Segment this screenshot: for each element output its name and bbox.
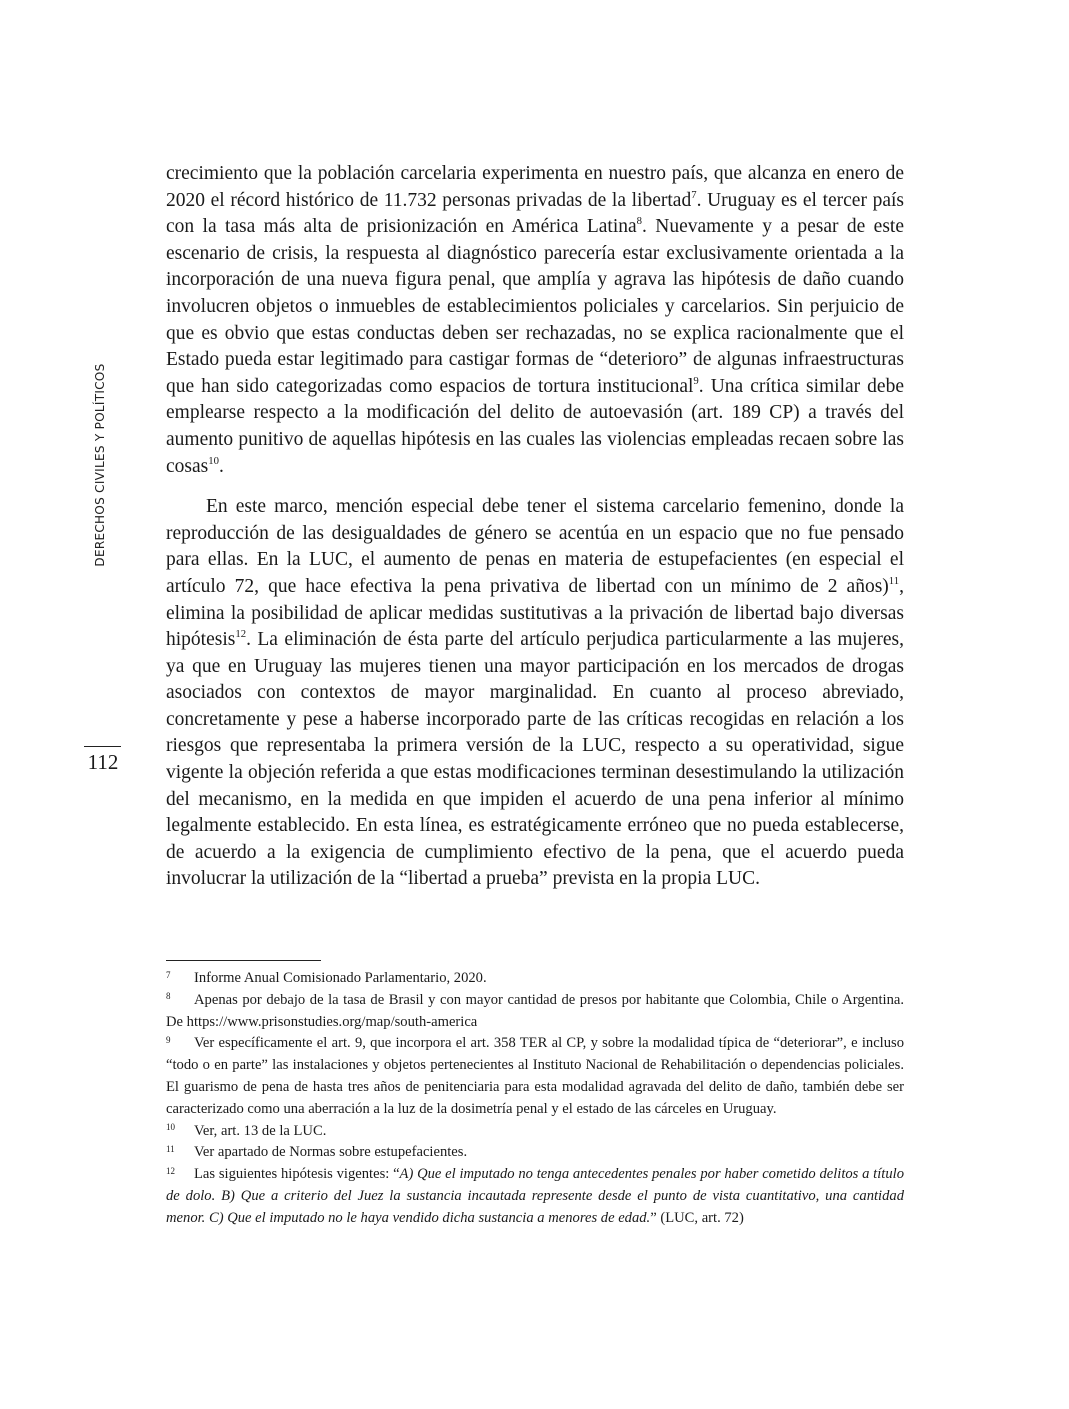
paragraph-2: [166, 494, 904, 893]
footnote-text: Las siguientes hipótesis vigentes: “: [194, 1166, 400, 1183]
paragraph-text: . Nuevamente y a pesar de este escenario de crisis, la respuesta al diagnóstico parecería estar exclusivamente orientada a la incorporación de una nueva figura penal, que amplía y agrava las hipótesis de daño cuando involucren objetos o inmuebles de establecimientos policiales y carcelarios. Sin perjuicio de que es obvio que estas conductas deben ser rechazadas, no se explica racionalmente que el Estado pueda estar legitimado para castigar formas de “deterioro” de algunas infraestructuras que han sido categorizadas como espacios de tortura institucional: [166, 216, 904, 397]
body-text: [166, 161, 904, 893]
footnote-quote: A) Que el imputado no tenga antecedentes penales por haber cometido delitos a título de dolo. B) Que a criterio del Juez la sustancia incautada represente desde el punto de vista cuantitativo, una cantidad menor. C) Que el imputado no le haya vendido dicha sustancia a menores de edad.: [166, 1166, 904, 1226]
footnote-ref-7[interactable]: 7: [691, 188, 697, 201]
paragraph-1: [166, 161, 904, 480]
running-section-label: DERECHOS CIVILES Y POLÍTICOS: [93, 363, 107, 567]
footnote-ref-10[interactable]: 10: [208, 454, 219, 467]
footnote-7: 7 Informe Anual Comisionado Parlamentario, 2020.: [166, 969, 487, 986]
footnote-text: Ver, art. 13 de la LUC.: [194, 1122, 327, 1139]
footnote-separator: [166, 960, 321, 961]
page-number-rule: [84, 746, 121, 747]
footnote-12: 12 Las siguientes hipótesis vigentes: “A) Que el imputado no tenga antecedentes penales por haber cometido delitos a título de dolo. B) Que a criterio del Juez la sustancia incautada represente desde el punto de vista cuantitativo, una cantidad menor. C) Que el imputado no le haya vendido dicha sustancia a menores de edad.” (LUC, art. 72): [166, 1165, 904, 1226]
footnote-9: 9 Ver específicamente el art. 9, que incorpora el art. 358 TER al CP, y sobre la modalidad típica de “deteriorar”, e incluso “todo o en parte” las instalaciones y objetos pertenecientes al Instituto Nacional de Rehabilitación o dependencias policiales. El guarismo de pena de hasta tres años de penitenciaria para esta modalidad agravada del delito de daño, también debe ser caracterizado como una aberración a la luz de la dosimetría penal y el estado de las cárceles en Uruguay.: [166, 1034, 904, 1117]
footnote-text: Informe Anual Comisionado Parlamentario, 2020.: [194, 970, 487, 986]
page-number: 112: [87, 750, 119, 774]
paragraph-text: crecimiento que la población carcelaria experimenta en nuestro país, que alcanza en enero de 2020 el récord histórico de 11.732 personas privadas de la libertad: [166, 163, 904, 211]
paragraph-text: .: [218, 455, 224, 477]
footnote-text: Apenas por debajo de la tasa de Brasil y con mayor cantidad de presos por habitante que Colombia, Chile o Argentina. De https://www.prisonstudies.org/map/south-america: [166, 991, 904, 1030]
paragraph-text: . La eliminación de ésta parte del artículo perjudica particularmente a las mujeres, ya que en Uruguay las mujeres tienen una mayor participación en los mercados de drogas asociados con contextos de mayor marginalidad. En cuanto al proceso abreviado, concretamente y pese a haberse incorporado parte de las críticas recogidas en relación a los riesgos que representaba la primera versión de la LUC, respecto a su operatividad, sigue vigente la objeción referida a que estas modificaciones terminan desestimulando la utilización del mecanismo, en la medida en que impiden el acuerdo de una pena inferior al mínimo legalmente establecido. En esta línea, es estratégicamente erróneo que no pueda establecerse, de acuerdo a la exigencia de cumplimiento efectivo de la pena, que el acuerdo pueda involucrar la utilización de la “libertad a prueba” prevista en la propia LUC.: [166, 629, 904, 890]
footnote-11: 11 Ver apartado de Normas sobre estupefacientes.: [166, 1143, 468, 1161]
paragraph-text: En este marco, mención especial debe tener el sistema carcelario femenino, donde la reproducción de las desigualdades de género se acentúa en un espacio que no fue pensado para ellas. En la LUC, el aumento de penas en materia de estupefacientes (en especial el artículo 72, que hace efectiva la pena privativa de libertad con un mínimo de 2 años): [166, 496, 904, 597]
footnote-text: ” (LUC, art. 72): [650, 1209, 744, 1226]
footnote-ref-12[interactable]: 12: [235, 628, 247, 641]
footnote-text: Ver apartado de Normas sobre estupefacientes.: [194, 1144, 468, 1161]
paragraph-text: . Una crítica similar debe emplearse respecto a la modificación del delito de autoevasión (art. 189 CP) a través del aumento punitivo de aquellas hipótesis en las cuales las violencias empleadas recaen sobre las cosas: [166, 375, 904, 477]
paragraph-text: . Uruguay es el tercer país con la tasa más alta de prisionización en América Latina: [166, 189, 904, 238]
footnote-ref-9[interactable]: 9: [693, 374, 699, 387]
footnote-10: 10 Ver, art. 13 de la LUC.: [166, 1122, 327, 1139]
footnote-ref-11[interactable]: 11: [888, 574, 900, 587]
footnote-ref-8[interactable]: 8: [636, 215, 643, 228]
paragraph-text: , elimina la posibilidad de aplicar medidas sustitutivas a la privación de libertad bajo diversas hipótesis: [166, 575, 904, 651]
footnotes: [166, 968, 904, 1230]
footnote-text: Ver específicamente el art. 9, que incorpora el art. 358 TER al CP, y sobre la modalidad típica de “deteriorar”, e incluso “todo o en parte” las instalaciones y objetos pertenecientes al Instituto Nacional de Rehabilitación o dependencias policiales. El guarismo de pena de hasta tres años de penitenciaria para esta modalidad agravada del delito de daño, también debe ser caracterizado como una aberración a la luz de la dosimetría penal y el estado de las cárceles en Uruguay.: [166, 1035, 904, 1117]
footnote-8: 8 Apenas por debajo de la tasa de Brasil y con mayor cantidad de presos por habitante que Colombia, Chile o Argentina. De https://www.prisonstudies.org/map/south-america: [166, 991, 904, 1030]
